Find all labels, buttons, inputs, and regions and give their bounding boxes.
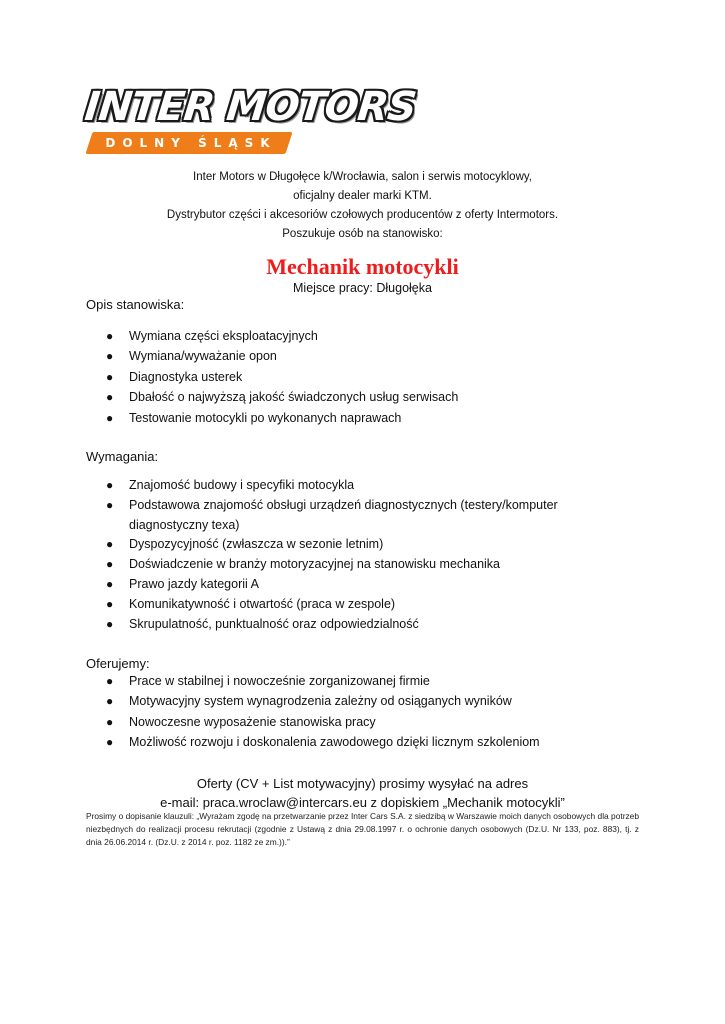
list-item: ● Znajomość budowy i specyfiki motocykla [106,476,626,496]
list-item: ● Prace w stabilnej i nowocześnie zorganizowanej firmie [106,671,626,691]
job-title: Mechanik motocykli [266,254,459,279]
intro-line: Dystrybutor części i akcesoriów czołowych producentów z oferty Intermotors. [166,209,559,221]
list-item: ● Prawo jazdy kategorii A [106,575,626,595]
bullet-icon: ● [106,734,114,749]
section-heading-description: Opis stanowiska: [86,297,185,312]
bullet-icon: ● [106,674,114,688]
section-heading-requirements: Wymagania: [86,449,159,464]
bullet-icon: ● [106,349,114,364]
bullet-icon: ● [106,390,114,405]
bullet-icon: ● [106,714,114,729]
bullet-icon: ● [106,369,114,384]
cta-email-line: e-mail: praca.wroclaw@intercars.eu z dopiskiem „Mechanik motocykli” [160,794,565,810]
bullet-icon: ● [106,576,114,591]
company-intro [60,168,665,244]
list-item: ● Wymiana/wyważanie opon [106,346,626,366]
list-item: ● Wymiana części eksploatacyjnych [106,326,626,346]
bullet-icon: ● [106,537,114,552]
list-item: ● Doświadczenie w branży motoryzacyjnej na stanowisku mechanika [106,555,626,575]
intro-line: Poszukuje osób na stanowisko: [282,228,443,240]
list-item: ● Motywacyjny system wynagrodzenia zależny od osiąganych wyników [106,691,626,711]
bullet-icon: ● [106,596,114,611]
application-instructions [60,775,665,812]
bullet-icon: ● [106,557,114,572]
list-item: ● Testowanie motocykli po wykonanych naprawach [106,408,626,428]
job-location: Miejsce pracy: Długołęka [293,281,432,295]
bullet-icon: ● [106,329,114,343]
logo-brand-text: INTER MOTORS [82,84,418,130]
list-item: ● Podstawowa znajomość obsługi urządzeń diagnostycznych (testery/komputer diagnostyczny texa) [106,497,558,532]
inter-motors-logo [82,84,418,154]
description-list [106,326,626,428]
list-item: ● Dbałość o najwyższą jakość świadczonych usług serwisach [106,387,626,407]
section-heading-offer: Oferujemy: [86,656,150,671]
list-item: ● Nowoczesne wyposażenie stanowiska pracy [106,712,626,732]
bullet-icon: ● [106,410,114,425]
bullet-icon: ● [106,694,114,709]
bullet-icon: ● [106,497,114,512]
bullet-icon: ● [106,616,114,631]
cta-line: Oferty (CV + List motywacyjny) prosimy wysyłać na adres [196,776,529,791]
list-item: ● Skrupulatność, punktualność oraz odpowiedzialność [106,615,626,635]
list-item: ● Komunikatywność i otwartość (praca w zespole) [106,595,626,615]
logo-region-text: DOLNY ŚLĄSK [105,136,277,150]
intro-line: Inter Motors w Długołęce k/Wrocławia, salon i serwis motocyklowy, [193,171,532,183]
list-item: ● Możliwość rozwoju i doskonalenia zawodowego dzięki licznym szkoleniom [106,732,626,752]
gdpr-clause: Prosimy o dopisanie klauzuli: „Wyrażam zgodę na przetwarzanie przez Inter Cars S.A. z siedzibą w Warszawie moich danych osobowych dla potrzeb niezbędnych do realizacji procesu rekrutacji (zgodnie z Ustawą z dnia 29.08.1997 r. o ochronie danych osobowych (Dz.U. Nr 133, poz. 883), tj. z dnia 26.06.2014 r. (Dz.U. z 2014 r. poz. 1182 ze zm.)).” [86,811,639,847]
requirements-list [106,476,626,634]
intro-line: oficjalny dealer marki KTM. [293,190,432,202]
list-item: ● Dyspozycyjność (zwłaszcza w sezonie letnim) [106,535,626,555]
offer-list [106,671,626,752]
bullet-icon: ● [106,478,114,492]
list-item: ● Diagnostyka usterek [106,367,626,387]
